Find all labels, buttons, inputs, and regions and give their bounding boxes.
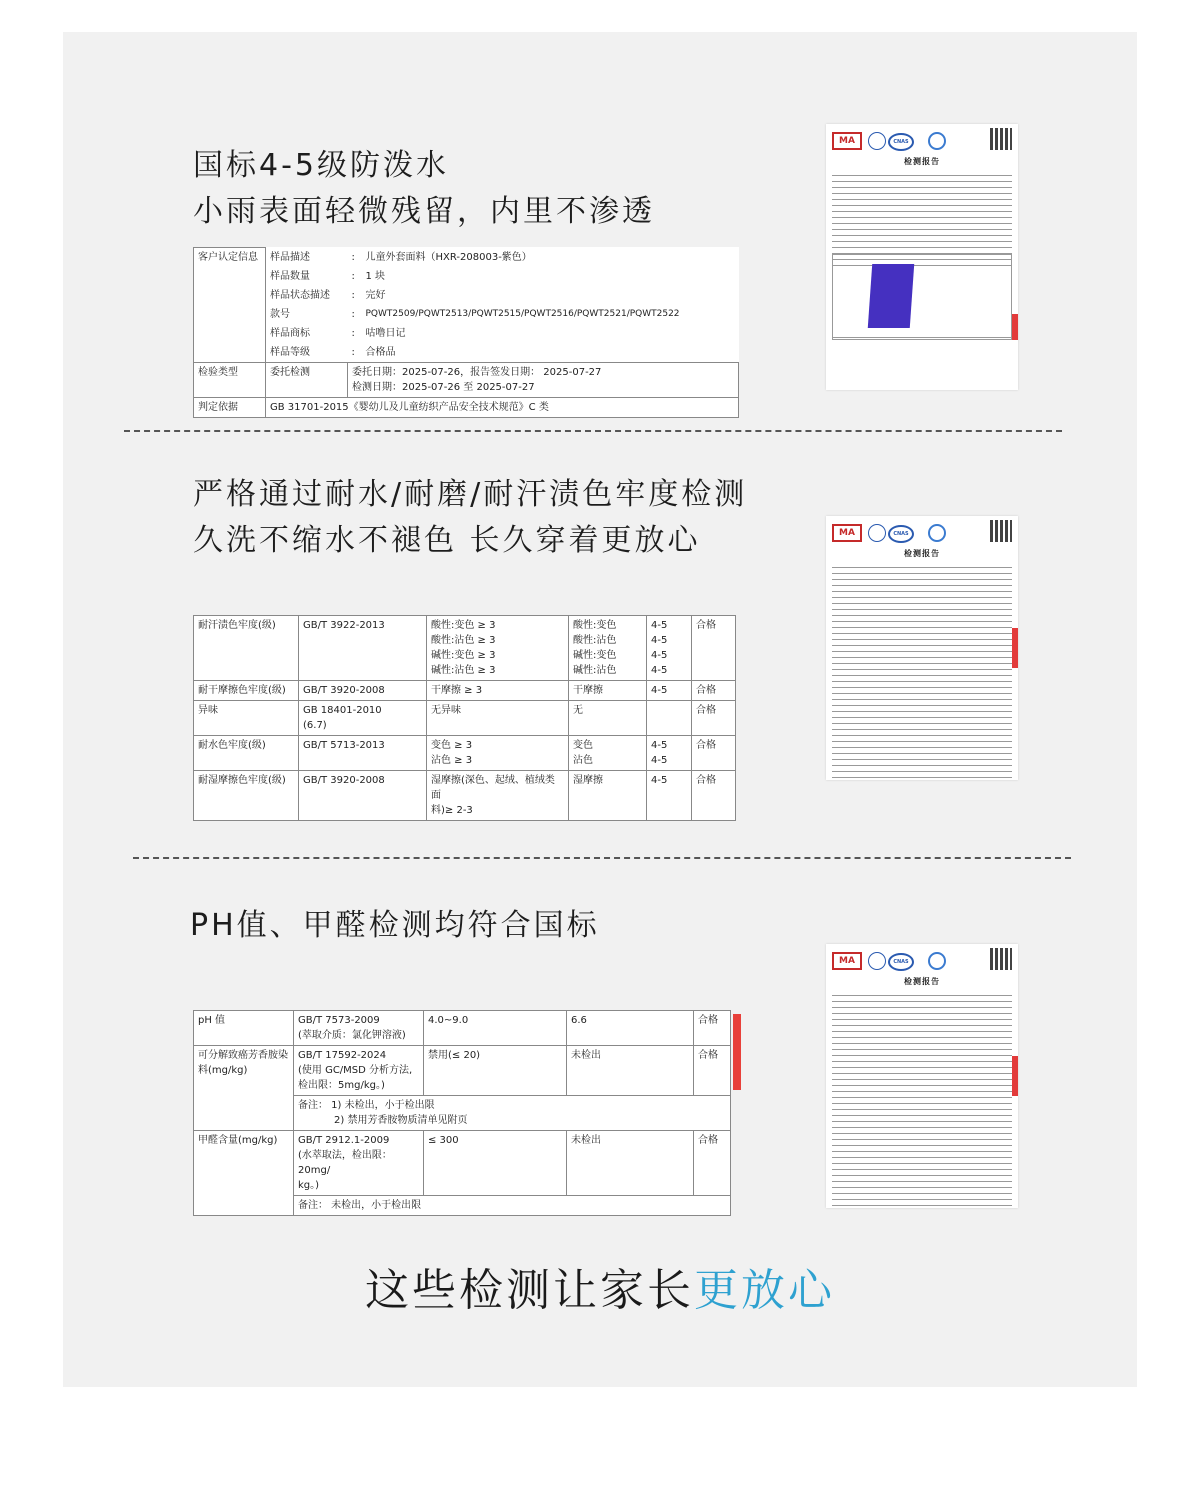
report-title: 检测报告	[904, 549, 940, 558]
red-stamp	[1012, 314, 1018, 340]
standard-cell-line: GB/T 5713-2013	[303, 740, 385, 751]
field-colon: :	[351, 270, 355, 282]
seal-icon	[868, 524, 886, 542]
value-cell	[647, 681, 692, 701]
table-row	[194, 681, 736, 701]
table-row	[194, 305, 739, 324]
client-info-label: 客户认定信息	[194, 248, 266, 363]
field-label: 样品等级	[270, 346, 310, 358]
result-cell	[569, 616, 647, 681]
requirement-cell-line: 酸性:变色 ≥ 3	[431, 620, 496, 631]
ma-logo-icon: MA	[832, 524, 862, 542]
field-label: 样品数量	[270, 270, 310, 282]
section3-heading-text: PH值、甲醛检测均符合国标	[190, 908, 600, 943]
standard-cell	[299, 616, 427, 681]
report-thumbnail-3	[826, 944, 1018, 1208]
requirement-cell	[427, 771, 569, 821]
field-colon: :	[351, 251, 355, 263]
requirement-cell-line: 酸性:沾色 ≥ 3	[431, 635, 496, 646]
result-cell-line: 湿摩擦	[573, 775, 603, 786]
result-cell: 未检出	[567, 1046, 694, 1096]
sample-info-table	[193, 247, 739, 418]
result-cell-line: 酸性:变色	[573, 620, 617, 631]
field-value: 咕噜日记	[365, 327, 406, 339]
closing-statement	[0, 1254, 1200, 1318]
field-colon: :	[351, 327, 355, 339]
result-cell-line: 干摩擦	[573, 685, 603, 696]
basis-value: GB 31701-2015《婴幼儿及儿童纺织产品安全技术规范》C 类	[266, 397, 739, 417]
section2-heading	[193, 472, 747, 564]
qr-code-icon	[990, 520, 1012, 542]
verdict-cell: 合格	[694, 1131, 731, 1196]
ilac-logo-icon	[928, 524, 946, 542]
item-cell	[194, 701, 299, 736]
qr-code-icon	[990, 128, 1012, 150]
result-cell-line: 无	[573, 705, 583, 716]
cnas-logo-icon: CNAS	[888, 953, 914, 971]
standard-cell-line: GB 18401-2010 (6.7)	[303, 705, 382, 731]
ilac-logo-icon	[928, 132, 946, 150]
table-row	[194, 1131, 731, 1196]
divider	[124, 430, 1062, 432]
table-row	[194, 248, 739, 267]
note-cell: 备注： 未检出，小于检出限	[294, 1196, 731, 1216]
red-stamp	[1012, 628, 1018, 668]
value-cell-line: 4-5	[651, 635, 668, 646]
result-cell-line: 沾色	[573, 755, 593, 766]
ph-formaldehyde-table	[193, 1010, 731, 1216]
result-cell	[569, 771, 647, 821]
verdict-cell	[692, 616, 736, 681]
ma-logo-icon: MA	[832, 952, 862, 970]
requirement-cell-line: 变色 ≥ 3	[431, 740, 473, 751]
requirement-cell	[427, 736, 569, 771]
item-cell	[194, 771, 299, 821]
report-thumbnail-1	[826, 124, 1018, 390]
standard-line: (使用 GC/MSD 分析方法,	[298, 1065, 413, 1076]
result-cell: 未检出	[567, 1131, 694, 1196]
field-value: 儿童外套面料（HXR-208003-紫色）	[365, 251, 532, 263]
value-cell-line: 4-5	[651, 775, 668, 786]
report-logos	[832, 130, 1012, 152]
field-label: 样品状态描述	[270, 289, 330, 301]
field-colon: :	[351, 346, 355, 358]
requirement-cell-line: 干摩擦 ≥ 3	[431, 685, 483, 696]
section1-heading-line2: 小雨表面轻微残留，内里不渗透	[193, 194, 655, 229]
result-cell-line: 碱性:变色	[573, 650, 617, 661]
value-cell	[647, 736, 692, 771]
result-cell-line: 碱性:沾色	[573, 665, 617, 676]
cnas-logo-icon: CNAS	[888, 525, 914, 543]
result-cell-line: 酸性:沾色	[573, 635, 617, 646]
requirement-cell	[427, 681, 569, 701]
seal-icon	[868, 132, 886, 150]
item-cell: 甲醛含量(mg/kg)	[194, 1131, 294, 1216]
item-cell	[194, 681, 299, 701]
field-value: 1 块	[365, 270, 386, 282]
item-cell: 可分解致癌芳香胺染料(mg/kg)	[194, 1046, 294, 1131]
verdict-cell-line: 合格	[696, 620, 716, 631]
closing-accent-text: 更放心	[694, 1265, 835, 1316]
standard-cell	[299, 771, 427, 821]
report-logos	[832, 522, 1012, 544]
standard-cell-line: GB/T 3922-2013	[303, 620, 385, 631]
closing-main-text: 这些检测让家长	[365, 1265, 694, 1316]
ilac-logo-icon	[928, 952, 946, 970]
standard-cell	[294, 1011, 424, 1046]
result-cell	[569, 701, 647, 736]
table-row	[194, 771, 736, 821]
note-line: 2) 禁用芳香胺物质清单见附页	[334, 1115, 468, 1126]
note-line: 备注： 1) 未检出，小于检出限	[298, 1100, 435, 1111]
section2-heading-line2: 久洗不缩水不褪色 长久穿着更放心	[193, 523, 701, 558]
standard-cell	[299, 701, 427, 736]
standard-cell-line: GB/T 3920-2008	[303, 685, 385, 696]
verdict-cell-line: 合格	[696, 705, 716, 716]
red-stamp-edge	[733, 1014, 741, 1090]
result-cell-line: 变色	[573, 740, 593, 751]
report-title: 检测报告	[904, 977, 940, 986]
standard-line: 检出限：5mg/kg。)	[298, 1080, 385, 1091]
result-cell	[569, 736, 647, 771]
section2-heading-line1: 严格通过耐水/耐磨/耐汗渍色牢度检测	[193, 477, 748, 512]
cnas-logo-icon: CNAS	[888, 133, 914, 151]
standard-line: (水萃取法，检出限：20mg/	[298, 1150, 392, 1176]
report-grid-lines	[832, 562, 1012, 780]
verdict-cell-line: 合格	[696, 685, 716, 696]
result-cell	[569, 681, 647, 701]
standard-cell	[299, 681, 427, 701]
field-value: 完好	[365, 289, 386, 301]
inspection-type-value: 委托检测	[266, 362, 348, 397]
value-cell	[647, 771, 692, 821]
field-value: PQWT2509/PQWT2513/PQWT2515/PQWT2516/PQWT2521/PQWT2522	[365, 308, 680, 319]
verdict-cell	[692, 771, 736, 821]
report-logos	[832, 950, 1012, 972]
field-colon: :	[351, 289, 355, 301]
item-cell-line: 异味	[198, 705, 218, 716]
requirement-cell-line: 料)≥ 2-3	[431, 805, 473, 816]
standard-cell	[294, 1046, 424, 1096]
value-cell-line: 4-5	[651, 620, 668, 631]
value-cell	[647, 701, 692, 736]
dates-cell	[348, 362, 739, 397]
seal-icon	[868, 952, 886, 970]
standard-cell	[299, 736, 427, 771]
table-row	[194, 1011, 731, 1046]
value-cell-line: 4-5	[651, 685, 668, 696]
table-row	[194, 267, 739, 286]
table-row	[194, 397, 739, 417]
value-cell	[647, 616, 692, 681]
value-cell-line: 4-5	[651, 650, 668, 661]
requirement-cell: ≤ 300	[424, 1131, 567, 1196]
requirement-cell	[427, 701, 569, 736]
section1-heading-line1: 国标4-5级防泼水	[193, 148, 449, 183]
standard-line: GB/T 17592-2024	[298, 1050, 387, 1061]
requirement-cell-line: 沾色 ≥ 3	[431, 755, 473, 766]
inspection-type-label: 检验类型	[194, 362, 266, 397]
report-title: 检测报告	[904, 157, 940, 166]
commission-date: 委托日期：2025-07-26，报告签发日期： 2025-07-27	[352, 366, 602, 378]
requirement-cell: 4.0~9.0	[424, 1011, 567, 1046]
requirement-cell-line: 碱性:变色 ≥ 3	[431, 650, 496, 661]
standard-line: kg。)	[298, 1180, 320, 1191]
red-stamp	[1012, 1056, 1018, 1096]
field-colon: :	[351, 308, 355, 320]
verdict-cell: 合格	[694, 1011, 731, 1046]
field-label: 款号	[270, 308, 290, 320]
test-date: 检测日期：2025-07-26 至 2025-07-27	[352, 381, 535, 393]
item-cell-line: 耐湿摩擦色牢度(级)	[198, 775, 286, 786]
requirement-cell-line: 碱性:沾色 ≥ 3	[431, 665, 496, 676]
requirement-cell-line: 无异味	[431, 705, 461, 716]
requirement-cell-line: 湿摩擦(深色、起绒、植绒类面	[431, 775, 555, 801]
report-text-lines	[832, 170, 1012, 266]
table-row	[194, 286, 739, 305]
standard-line: GB/T 2912.1-2009	[298, 1135, 390, 1146]
result-cell: 6.6	[567, 1011, 694, 1046]
item-cell-line: 耐干摩擦色牢度(级)	[198, 685, 286, 696]
item-cell-line: 耐水色牢度(级)	[198, 740, 266, 751]
report-thumbnail-2	[826, 516, 1018, 780]
basis-label: 判定依据	[194, 397, 266, 417]
value-cell-line: 4-5	[651, 665, 668, 676]
report-footer-lines	[832, 332, 1012, 338]
section3-heading	[190, 903, 600, 949]
requirement-cell: 禁用(≤ 20)	[424, 1046, 567, 1096]
standard-line: (萃取介质：氯化钾溶液)	[298, 1030, 406, 1041]
verdict-cell-line: 合格	[696, 775, 716, 786]
divider	[133, 857, 1071, 859]
item-cell: pH 值	[194, 1011, 294, 1046]
field-label: 样品描述	[270, 251, 310, 263]
verdict-cell: 合格	[694, 1046, 731, 1096]
color-fastness-table	[193, 615, 736, 821]
table-row	[194, 736, 736, 771]
photo-frame	[832, 254, 1012, 340]
standard-line: GB/T 7573-2009	[298, 1015, 380, 1026]
section1-heading	[193, 143, 655, 235]
verdict-cell-line: 合格	[696, 740, 716, 751]
field-label: 样品商标	[270, 327, 310, 339]
value-cell-line: 4-5	[651, 740, 668, 751]
qr-code-icon	[990, 948, 1012, 970]
item-cell-line: 耐汗渍色牢度(级)	[198, 620, 276, 631]
requirement-cell	[427, 616, 569, 681]
standard-cell-line: GB/T 3920-2008	[303, 775, 385, 786]
verdict-cell	[692, 736, 736, 771]
note-cell	[294, 1096, 731, 1131]
standard-cell	[294, 1131, 424, 1196]
table-row	[194, 343, 739, 363]
value-cell-line: 4-5	[651, 755, 668, 766]
verdict-cell	[692, 681, 736, 701]
table-row	[194, 701, 736, 736]
table-row	[194, 616, 736, 681]
field-value: 合格品	[365, 346, 396, 358]
item-cell	[194, 616, 299, 681]
table-row	[194, 1046, 731, 1096]
table-row	[194, 362, 739, 397]
report-grid-lines	[832, 990, 1012, 1208]
ma-logo-icon: MA	[832, 132, 862, 150]
fabric-swatch	[868, 264, 914, 328]
item-cell	[194, 736, 299, 771]
table-row	[194, 324, 739, 343]
verdict-cell	[692, 701, 736, 736]
